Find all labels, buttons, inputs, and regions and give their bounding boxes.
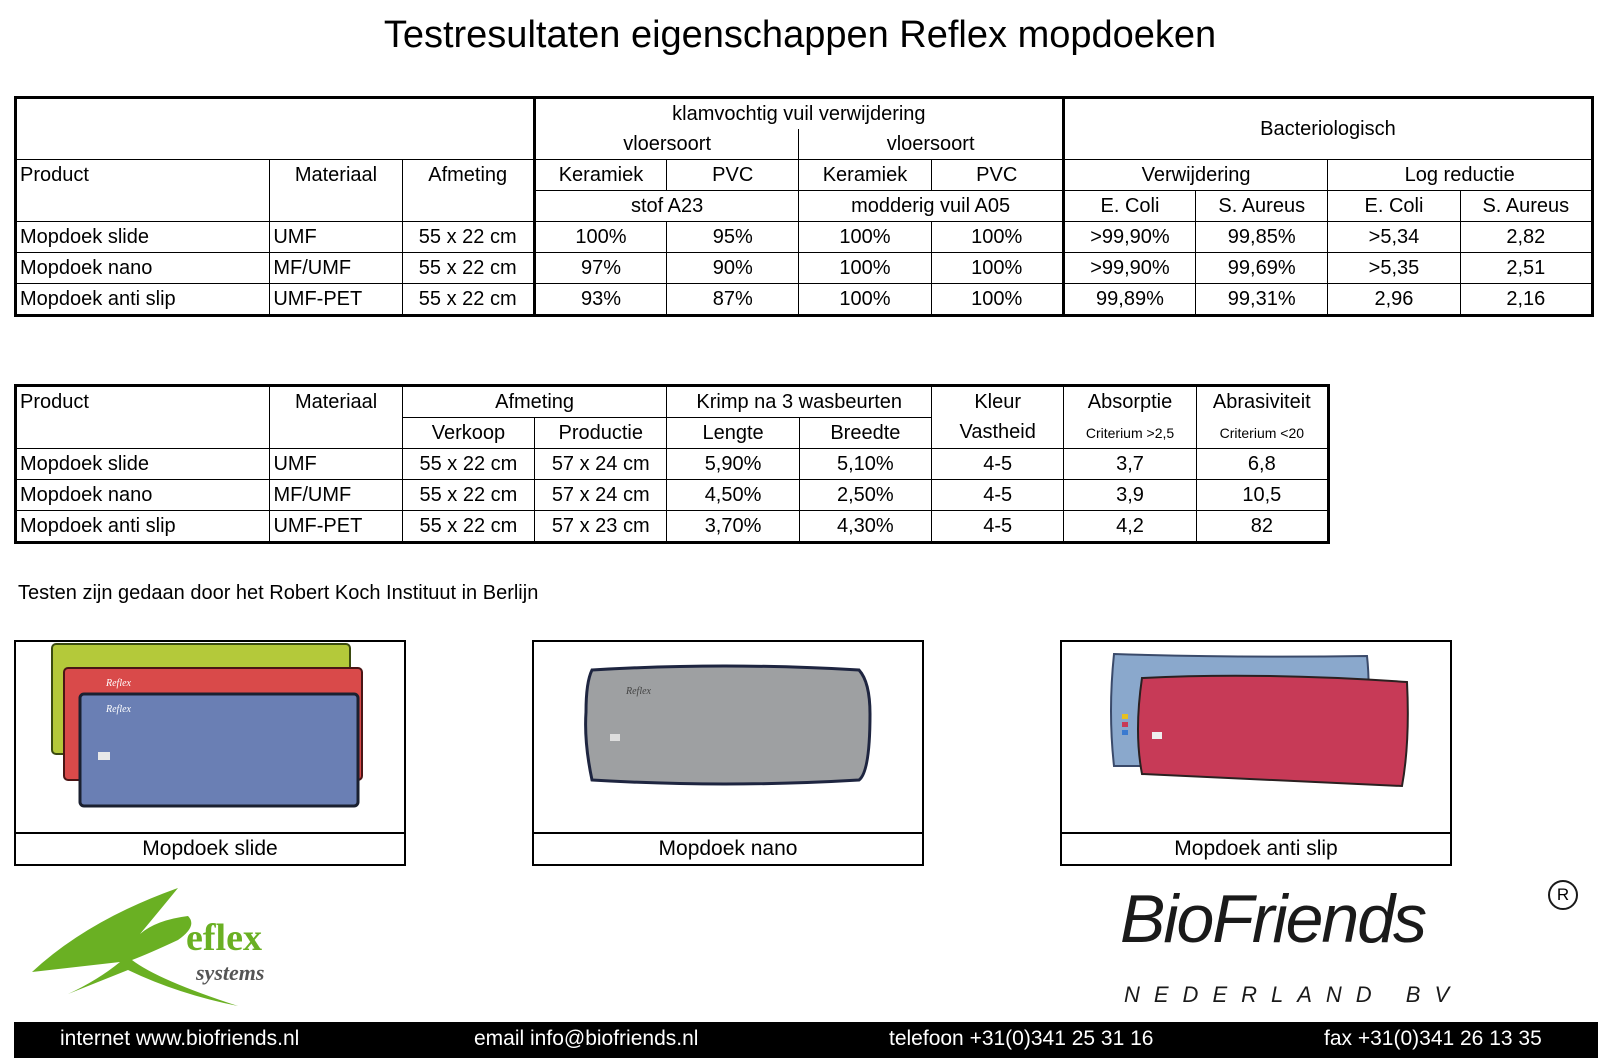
page-title: Testresultaten eigenschappen Reflex mopdoeken [383,14,1217,56]
test-results-table [14,96,1594,317]
cell: 2,50% [799,480,931,511]
reflex-logo-mark [28,880,348,1020]
header-blank-cell [270,191,402,222]
cell: Mopdoek slide [16,222,270,253]
cell: UMF [270,449,402,480]
header-afmeting: Afmeting [402,160,534,191]
caption-antislip: Mopdoek anti slip [1174,837,1338,860]
header-breedte: Breedte [799,418,931,449]
footer-telefoon: telefoon +31(0)341 25 31 16 [889,1027,1154,1050]
photo-mopdoek-antislip [1062,642,1450,834]
svg-text:systems: systems [196,960,265,985]
header-ecoli-log: E. Coli [1328,191,1460,222]
header-afmeting: Afmeting [402,386,667,418]
cell: 10,5 [1196,480,1328,511]
table-row [16,222,1593,253]
cell: Mopdoek nano [16,253,270,284]
footer-fax: fax +31(0)341 26 13 35 [1324,1027,1542,1050]
header-productie: Productie [535,418,667,449]
cell: 5,90% [667,449,799,480]
cell: 93% [534,284,666,316]
header-blank-cell [270,418,402,449]
header-lengte: Lengte [667,418,799,449]
cell: 55 x 22 cm [402,511,534,543]
table-row [16,253,1593,284]
cell: 100% [799,222,931,253]
cell: 3,7 [1064,449,1196,480]
svg-text:Reflex: Reflex [626,686,651,697]
header-bacteriologisch: Bacteriologisch [1063,98,1592,160]
cell: MF/UMF [270,480,402,511]
header-criterium-absorptie: Criterium >2,5 [1064,418,1196,449]
caption-slide: Mopdoek slide [142,837,278,860]
cell: 4,2 [1064,511,1196,543]
photo-card-nano [532,640,924,866]
header-krimp: Krimp na 3 wasbeurten [667,386,932,418]
header-absorptie: Absorptie [1064,386,1196,418]
cell: Mopdoek slide [16,449,270,480]
header-abrasiviteit: Abrasiviteit [1196,386,1328,418]
cell: 100% [799,253,931,284]
cell: 99,31% [1196,284,1328,316]
cell: UMF-PET [270,511,402,543]
header-kleur: Kleur [932,386,1064,418]
cell: 95% [667,222,799,253]
cell: 55 x 22 cm [402,449,534,480]
cell: Mopdoek anti slip [16,511,270,543]
header-product: Product [16,160,270,191]
cell: 100% [931,284,1063,316]
mop-antislip-illustration [1062,642,1450,832]
biofriends-logo [1120,880,1580,1010]
cell: 55 x 22 cm [402,253,534,284]
footer-email: email info@biofriends.nl [474,1027,699,1050]
cell: 4-5 [932,449,1064,480]
properties-table [14,384,1330,544]
header-modderig: modderig vuil A05 [799,191,1064,222]
cell: 5,10% [799,449,931,480]
header-verwijdering: Verwijdering [1063,160,1328,191]
cell: 99,85% [1196,222,1328,253]
cell: 100% [931,253,1063,284]
cell: UMF [270,222,402,253]
cell: 82 [1196,511,1328,543]
cell: 55 x 22 cm [402,480,534,511]
cell: 55 x 22 cm [402,222,534,253]
biofriends-wordmark: BioFriends [1120,881,1426,957]
table-row [16,449,1329,480]
table-row [16,480,1329,511]
cell: 2,96 [1328,284,1460,316]
header-verkoop: Verkoop [402,418,534,449]
header-keramiek-b: Keramiek [799,160,931,191]
table-row [16,284,1593,316]
svg-text:eflex: eflex [186,917,262,959]
cell: 2,51 [1460,253,1592,284]
photo-card-slide [14,640,406,866]
cell: 4,50% [667,480,799,511]
header-vloersoort-a: vloersoort [534,129,799,160]
header-product: Product [16,386,270,418]
header-log-reductie: Log reductie [1328,160,1593,191]
header-materiaal: Materiaal [270,386,402,418]
header-pvc-a: PVC [667,160,799,191]
contact-footer [14,1022,1598,1058]
cell: 4-5 [932,511,1064,543]
cell: >99,90% [1063,253,1195,284]
photo-mopdoek-slide [16,642,404,834]
cell: 2,82 [1460,222,1592,253]
mop-slide-illustration [16,642,404,832]
biofriends-subtitle: NEDERLAND BV [1124,982,1464,1007]
cell: 99,89% [1063,284,1195,316]
cell: >5,34 [1328,222,1460,253]
table-row [16,511,1329,543]
photo-mopdoek-nano [534,642,922,834]
header-materiaal: Materiaal [270,160,402,191]
cell: 57 x 24 cm [535,449,667,480]
cell: 57 x 24 cm [535,480,667,511]
svg-text:Reflex: Reflex [106,704,131,715]
photo-card-antislip [1060,640,1452,866]
cell: 2,16 [1460,284,1592,316]
cell: >99,90% [1063,222,1195,253]
cell: Mopdoek anti slip [16,284,270,316]
cell: 100% [534,222,666,253]
header-saureus-verwijdering: S. Aureus [1196,191,1328,222]
header-ecoli-verwijdering: E. Coli [1063,191,1195,222]
caption-nano: Mopdoek nano [658,837,798,860]
header-criterium-abrasiviteit: Criterium <20 [1196,418,1328,449]
reflex-logo [28,880,348,1020]
header-blank-cell [402,191,534,222]
cell: 4,30% [799,511,931,543]
test-note: Testen zijn gedaan door het Robert Koch Instituut in Berlijn [18,582,539,604]
header-vastheid: Vastheid [932,418,1064,449]
cell: >5,35 [1328,253,1460,284]
cell: MF/UMF [270,253,402,284]
cell: 99,69% [1196,253,1328,284]
header-blank [16,98,535,160]
cell: 3,70% [667,511,799,543]
header-keramiek-a: Keramiek [534,160,666,191]
header-stof: stof A23 [534,191,799,222]
cell: 100% [931,222,1063,253]
header-vloersoort-b: vloersoort [799,129,1064,160]
svg-text:Reflex: Reflex [106,678,131,689]
cell: Mopdoek nano [16,480,270,511]
header-pvc-b: PVC [931,160,1063,191]
header-blank-cell [16,191,270,222]
cell: 4-5 [932,480,1064,511]
cell: 87% [667,284,799,316]
cell: 90% [667,253,799,284]
header-blank-cell [16,418,270,449]
cell: 55 x 22 cm [402,284,534,316]
registered-mark-icon: R [1548,880,1578,910]
mop-nano-illustration [534,642,922,832]
cell: 6,8 [1196,449,1328,480]
cell: 100% [799,284,931,316]
footer-internet: internet www.biofriends.nl [60,1027,300,1050]
cell: 97% [534,253,666,284]
cell: 3,9 [1064,480,1196,511]
header-klamvochtig: klamvochtig vuil verwijdering [534,98,1063,130]
cell: UMF-PET [270,284,402,316]
cell: 57 x 23 cm [535,511,667,543]
header-saureus-log: S. Aureus [1460,191,1592,222]
